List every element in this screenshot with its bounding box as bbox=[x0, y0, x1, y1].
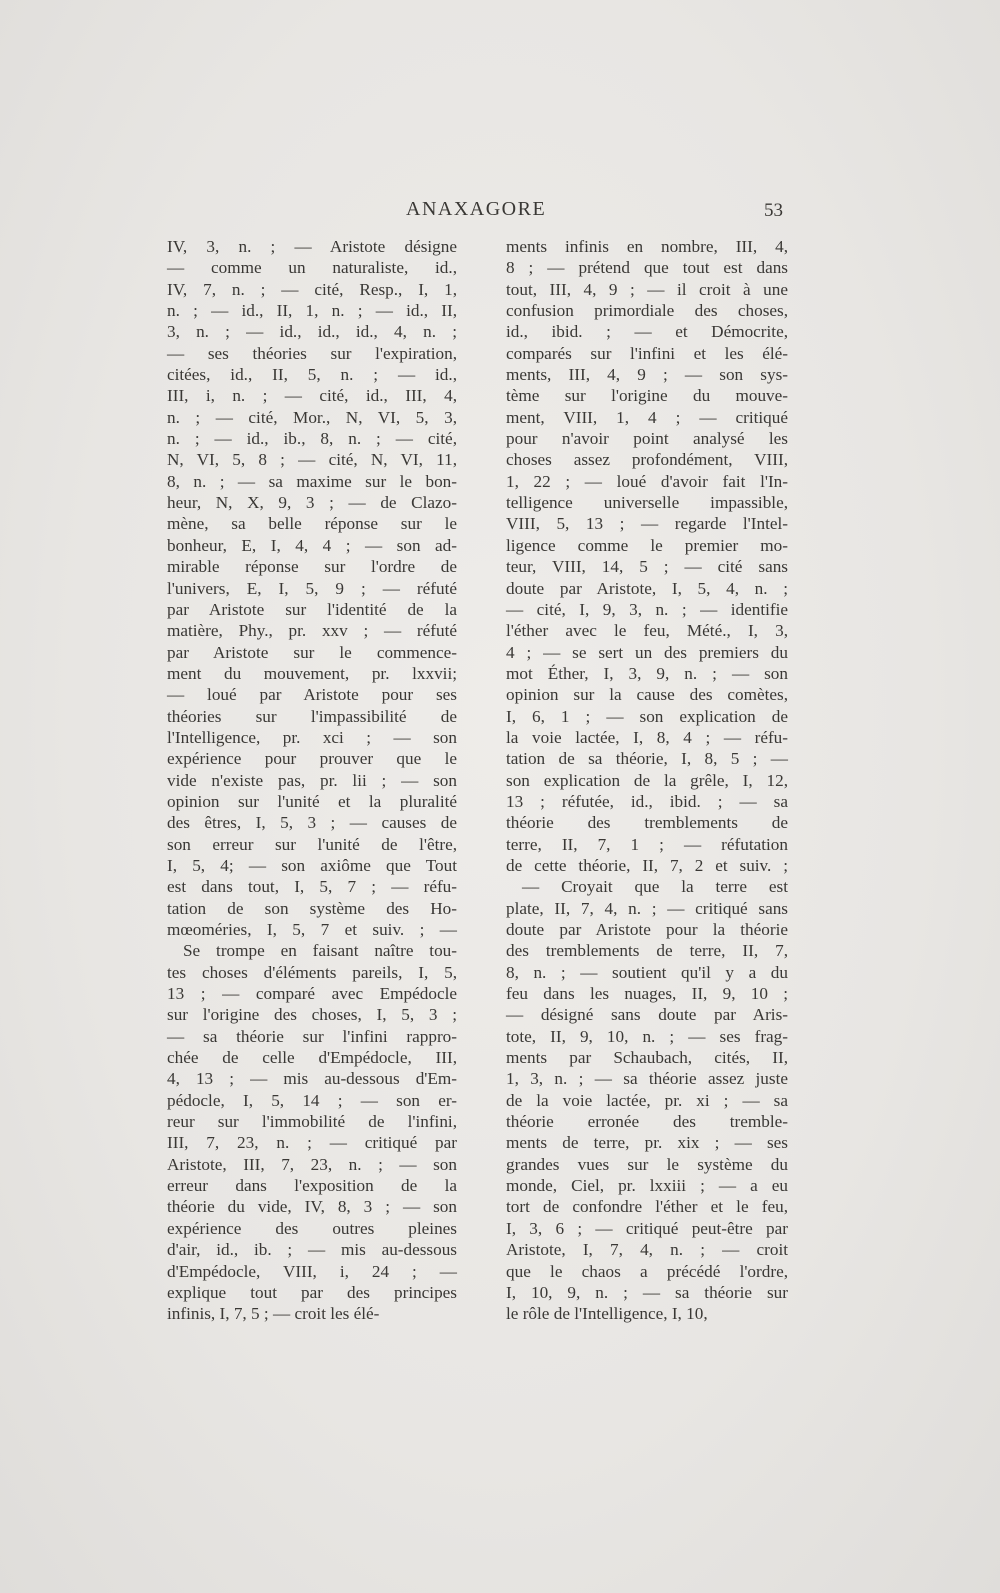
index-line: plate, II, 7, 4, n. ; — critiqué sans bbox=[506, 898, 788, 918]
index-line: tes choses d'éléments pareils, I, 5, bbox=[167, 962, 457, 982]
index-line: tation de son système des Ho- bbox=[167, 898, 457, 918]
index-line: telligence universelle impassible, bbox=[506, 493, 788, 513]
index-line: 4 ; — se sert un des premiers du bbox=[506, 642, 788, 662]
index-line: tème sur l'origine du mouve- bbox=[506, 386, 788, 406]
index-line: de cette théorie, II, 7, 2 et suiv. ; bbox=[506, 855, 788, 875]
index-line: expérience pour prouver que le bbox=[167, 749, 457, 769]
index-line: reur sur l'immobilité de l'infini, bbox=[167, 1112, 457, 1132]
index-line: feu dans les nuages, II, 9, 10 ; bbox=[506, 984, 788, 1004]
index-line: mène, sa belle réponse sur le bbox=[167, 514, 457, 534]
index-line: I, 5, 4; — son axiôme que Tout bbox=[167, 855, 457, 875]
index-line: ments infinis en nombre, III, 4, bbox=[506, 237, 788, 256]
index-line: — comme un naturaliste, id., bbox=[167, 258, 457, 278]
index-line: la voie lactée, I, 8, 4 ; — réfu- bbox=[506, 727, 788, 747]
index-line: mot Éther, I, 3, 9, n. ; — son bbox=[506, 663, 788, 683]
index-line: confusion primordiale des choses, bbox=[506, 301, 788, 321]
index-line: — sa théorie sur l'infini rappro- bbox=[167, 1026, 457, 1046]
running-head-title: ANAXAGORE bbox=[406, 198, 547, 220]
index-line: teur, VIII, 14, 5 ; — cité sans bbox=[506, 557, 788, 577]
index-line: id., ibid. ; — et Démocrite, bbox=[506, 322, 788, 342]
index-line: vide n'existe pas, pr. lii ; — son bbox=[167, 770, 457, 790]
index-line: que le chaos a précédé l'ordre, bbox=[506, 1261, 788, 1281]
index-line: théorie erronée des tremble- bbox=[506, 1112, 788, 1132]
index-line: des tremblements de terre, II, 7, bbox=[506, 941, 788, 961]
index-line: doute par Aristote, I, 5, 4, n. ; bbox=[506, 578, 788, 598]
index-line: ligence comme le premier mo- bbox=[506, 535, 788, 555]
index-line: l'Intelligence, pr. xci ; — son bbox=[167, 727, 457, 747]
index-line: III, 7, 23, n. ; — critiqué par bbox=[167, 1133, 457, 1153]
index-line: des êtres, I, 5, 3 ; — causes de bbox=[167, 813, 457, 833]
index-line: 1, 22 ; — loué d'avoir fait l'In- bbox=[506, 471, 788, 491]
index-line: mœoméries, I, 5, 7 et suiv. ; — bbox=[167, 920, 457, 939]
index-line: n. ; — id., II, 1, n. ; — id., II, bbox=[167, 301, 457, 321]
index-line: Aristote, I, 7, 4, n. ; — croit bbox=[506, 1240, 788, 1260]
index-line: théorie du vide, IV, 8, 3 ; — son bbox=[167, 1197, 457, 1217]
index-line: matière, Phy., pr. xxv ; — réfuté bbox=[167, 621, 457, 641]
index-line: l'univers, E, I, 5, 9 ; — réfuté bbox=[167, 578, 457, 598]
index-line: par Aristote sur l'identité de la bbox=[167, 599, 457, 619]
index-line: 3, n. ; — id., id., id., 4, n. ; bbox=[167, 322, 457, 342]
index-line: son explication de la grêle, I, 12, bbox=[506, 770, 788, 790]
index-line: théories sur l'impassibilité de bbox=[167, 706, 457, 726]
index-line: n. ; — cité, Mor., N, VI, 5, 3, bbox=[167, 407, 457, 427]
index-line: ment du mouvement, pr. lxxvii; bbox=[167, 663, 457, 683]
index-line: ment, VIII, 1, 4 ; — critiqué bbox=[506, 407, 788, 427]
index-line: pour n'avoir point analysé les bbox=[506, 429, 788, 449]
index-line: le rôle de l'Intelligence, I, 10, bbox=[506, 1304, 708, 1324]
index-line: Aristote, III, 7, 23, n. ; — son bbox=[167, 1154, 457, 1174]
index-line: tort de confondre l'éther et le feu, bbox=[506, 1197, 788, 1217]
index-line: expérience des outres pleines bbox=[167, 1218, 457, 1238]
index-line: d'air, id., ib. ; — mis au-dessous bbox=[167, 1240, 457, 1260]
index-line: 4, 13 ; — mis au-dessous d'Em- bbox=[167, 1069, 457, 1089]
index-line: citées, id., II, 5, n. ; — id., bbox=[167, 365, 457, 385]
index-line: IV, 3, n. ; — Aristote désigne bbox=[167, 237, 457, 256]
index-line: mirable réponse sur l'ordre de bbox=[167, 557, 457, 577]
index-line: tation de sa théorie, I, 8, 5 ; — bbox=[506, 749, 788, 769]
index-line: d'Empédocle, VIII, i, 24 ; — bbox=[167, 1261, 457, 1281]
index-line: n. ; — id., ib., 8, n. ; — cité, bbox=[167, 429, 457, 449]
index-line: I, 10, 9, n. ; — sa théorie sur bbox=[506, 1282, 788, 1302]
index-line: ments par Schaubach, cités, II, bbox=[506, 1048, 788, 1068]
index-line: monde, Ciel, pr. lxxiii ; — a eu bbox=[506, 1176, 788, 1196]
index-line: III, i, n. ; — cité, id., III, 4, bbox=[167, 386, 457, 406]
index-line: 13 ; — comparé avec Empédocle bbox=[167, 984, 457, 1004]
index-line: — loué par Aristote pour ses bbox=[167, 685, 457, 705]
index-line: tote, II, 9, 10, n. ; — ses frag- bbox=[506, 1026, 788, 1046]
index-line: théorie des tremblements de bbox=[506, 813, 788, 833]
index-line: de la voie lactée, pr. xi ; — sa bbox=[506, 1090, 788, 1110]
index-line: explique tout par des principes bbox=[167, 1282, 457, 1302]
index-line: opinion sur l'unité et la pluralité bbox=[167, 791, 457, 811]
running-head bbox=[0, 198, 1000, 228]
index-line: son erreur sur l'unité de l'être, bbox=[167, 834, 457, 854]
index-line: ments de terre, pr. xix ; — ses bbox=[506, 1133, 788, 1153]
index-line: bonheur, E, I, 4, 4 ; — son ad- bbox=[167, 535, 457, 555]
index-column-right bbox=[506, 236, 788, 1325]
index-line: sur l'origine des choses, I, 5, 3 ; bbox=[167, 1005, 457, 1025]
index-line: ments, III, 4, 9 ; — son sys- bbox=[506, 365, 788, 385]
index-line: tout, III, 4, 9 ; — il croit à une bbox=[506, 279, 788, 299]
index-line: 13 ; réfutée, id., ibid. ; — sa bbox=[506, 791, 788, 811]
index-line: par Aristote sur le commence- bbox=[167, 642, 457, 662]
index-line: I, 6, 1 ; — son explication de bbox=[506, 706, 788, 726]
index-line: 1, 3, n. ; — sa théorie assez juste bbox=[506, 1069, 788, 1089]
index-line: l'éther avec le feu, Mété., I, 3, bbox=[506, 621, 788, 641]
index-line: — cité, I, 9, 3, n. ; — identifie bbox=[506, 599, 788, 619]
index-line: choses assez profondément, VIII, bbox=[506, 450, 788, 470]
index-line: 8 ; — prétend que tout est dans bbox=[506, 258, 788, 278]
index-line: doute par Aristote pour la théorie bbox=[506, 920, 788, 939]
index-line: est dans tout, I, 5, 7 ; — réfu- bbox=[167, 877, 457, 897]
index-line: IV, 7, n. ; — cité, Resp., I, 1, bbox=[167, 279, 457, 299]
index-line: opinion sur la cause des comètes, bbox=[506, 685, 788, 705]
index-line: — Croyait que la terre est bbox=[522, 877, 788, 897]
index-line: I, 3, 6 ; — critiqué peut-être par bbox=[506, 1218, 788, 1238]
index-column-left bbox=[167, 236, 457, 1325]
index-line: chée de celle d'Empédocle, III, bbox=[167, 1048, 457, 1068]
index-line: — ses théories sur l'expiration, bbox=[167, 343, 457, 363]
index-line: grandes vues sur le système du bbox=[506, 1154, 788, 1174]
index-line: 8, n. ; — soutient qu'il y a du bbox=[506, 962, 788, 982]
index-line: infinis, I, 7, 5 ; — croit les élé- bbox=[167, 1304, 380, 1324]
index-line: — désigné sans doute par Aris- bbox=[506, 1005, 788, 1025]
index-line: terre, II, 7, 1 ; — réfutation bbox=[506, 834, 788, 854]
page-number: 53 bbox=[764, 200, 783, 221]
index-line: VIII, 5, 13 ; — regarde l'Intel- bbox=[506, 514, 788, 534]
index-line: heur, N, X, 9, 3 ; — de Clazo- bbox=[167, 493, 457, 513]
index-line: Se trompe en faisant naître tou- bbox=[183, 941, 457, 961]
index-line: 8, n. ; — sa maxime sur le bon- bbox=[167, 471, 457, 491]
index-line: pédocle, I, 5, 14 ; — son er- bbox=[167, 1090, 457, 1110]
index-line: N, VI, 5, 8 ; — cité, N, VI, 11, bbox=[167, 450, 457, 470]
index-line: comparés sur l'infini et les élé- bbox=[506, 343, 788, 363]
index-line: erreur dans l'exposition de la bbox=[167, 1176, 457, 1196]
